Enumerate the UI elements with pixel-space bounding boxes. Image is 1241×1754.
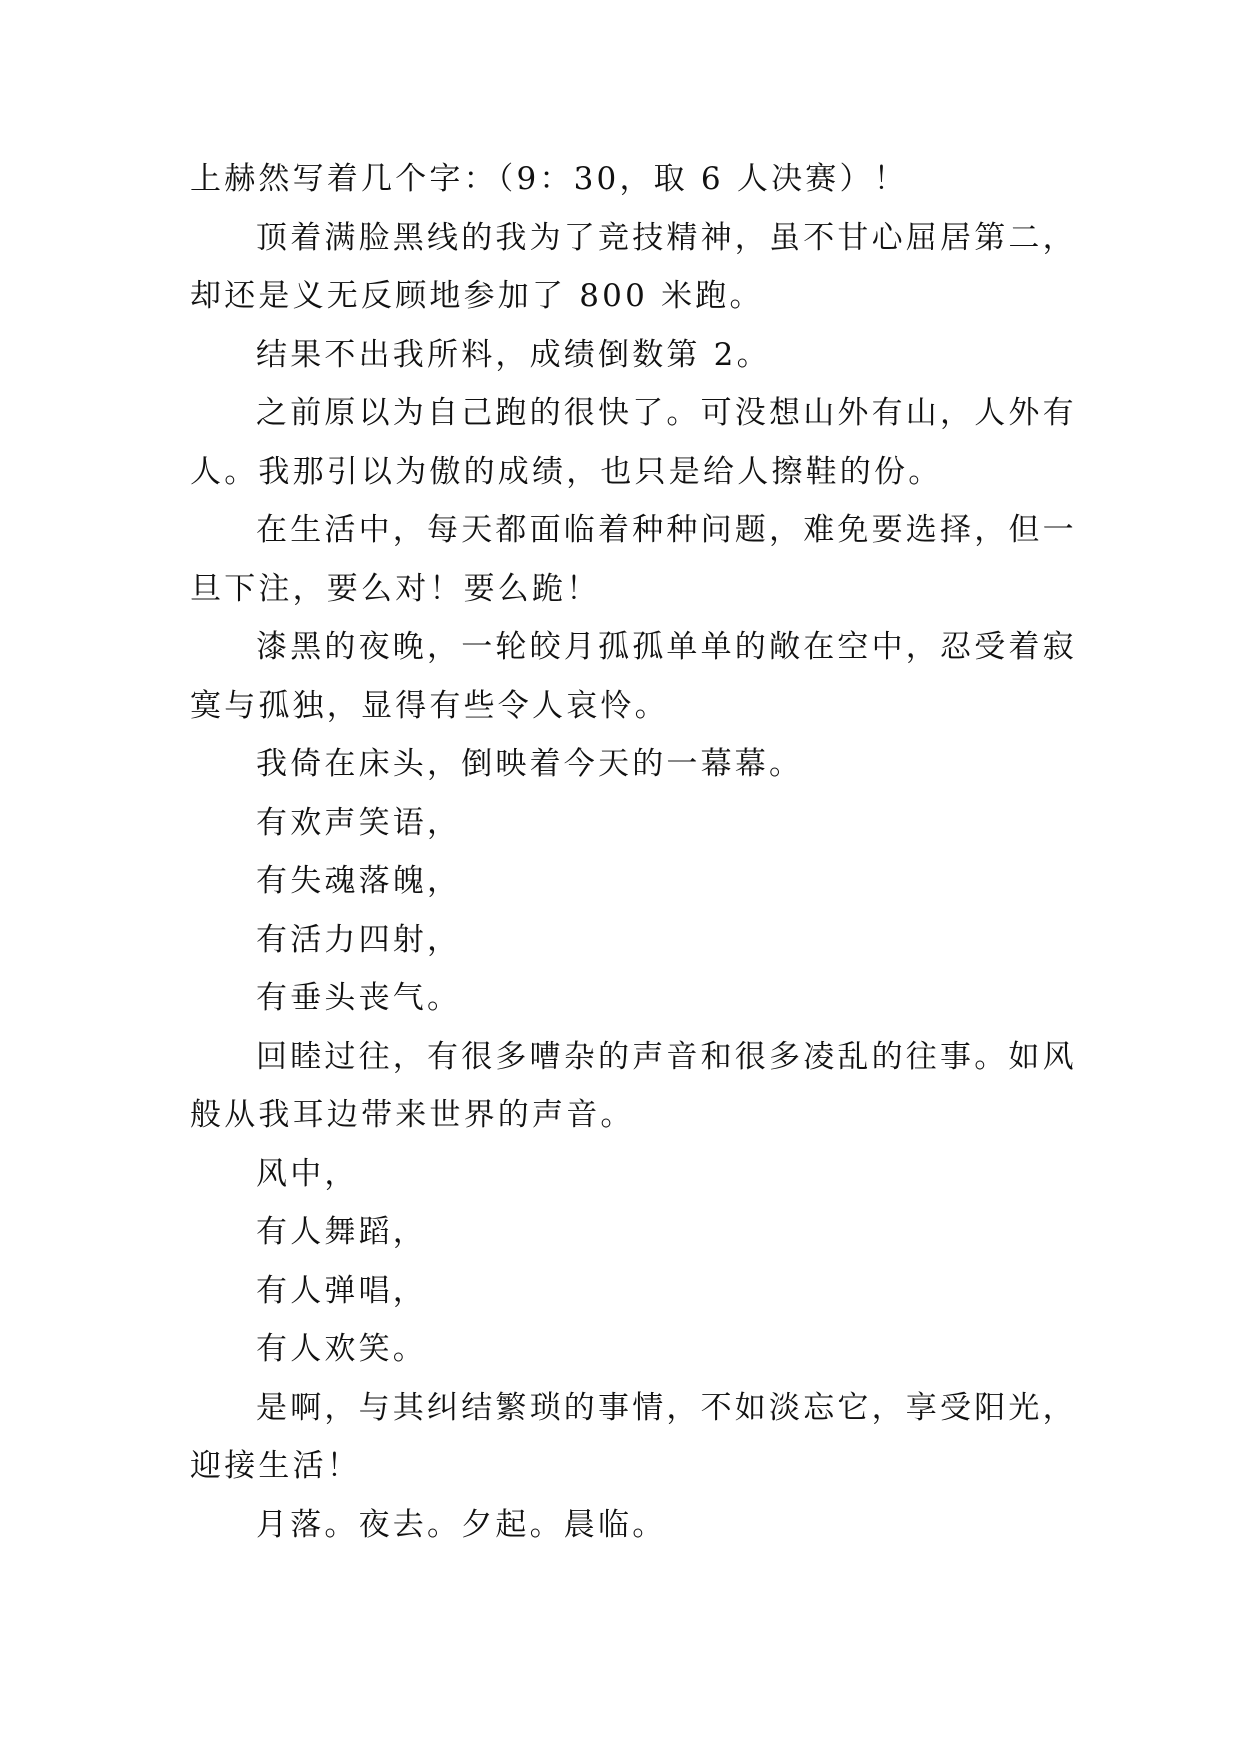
text-line: 旦下注，要么对！要么跪！: [190, 570, 601, 607]
text-line: 在生活中，每天都面临着种种问题，难免要选择，但一: [256, 512, 1077, 548]
text-line: 有活力四射，: [256, 921, 462, 958]
text-line: 顶着满脸黑线的我为了竞技精神，虽不甘心屈居第二，: [256, 219, 1077, 256]
text-line: 风中，: [256, 1155, 359, 1192]
text-line: 之前原以为自己跑的很快了。可没想山外有山，人外有: [256, 395, 1077, 431]
text-line: 寞与孤独，显得有些令人哀怜。: [190, 687, 669, 724]
text-line: 回睦过往，有很多嘈杂的声音和很多凌乱的往事。如风: [256, 1038, 1077, 1075]
text-line: 人。我那引以为傲的成绩，也只是给人擦鞋的份。: [190, 453, 943, 490]
text-line: 结果不出我所料，成绩倒数第 2。: [256, 336, 771, 373]
text-line: 漆黑的夜晚，一轮皎月孤孤单单的敞在空中，忍受着寂: [256, 629, 1077, 665]
text-line: 上赫然写着几个字：（9：30，取 6 人决赛）！: [190, 161, 908, 197]
text-line: 月落。夜去。夕起。晨临。: [256, 1506, 667, 1543]
text-line: 有人舞蹈，: [256, 1214, 427, 1250]
text-line: 迎接生活！: [190, 1448, 361, 1484]
text-line: 有人欢笑。: [256, 1331, 427, 1367]
body-text: [190, 150, 1077, 1554]
text-line: 是啊，与其纠结繁琐的事情，不如淡忘它，享受阳光，: [256, 1389, 1077, 1426]
text-line: 有垂头丧气。: [256, 980, 462, 1016]
text-line: 却还是义无反顾地参加了 800 米跑。: [190, 278, 764, 314]
text-line: 有失魂落魄，: [256, 863, 462, 899]
text-line: 般从我耳边带来世界的声音。: [190, 1097, 635, 1133]
text-line: 我倚在床头，倒映着今天的一幕幕。: [256, 746, 804, 782]
text-line: 有欢声笑语，: [256, 804, 462, 841]
text-line: 有人弹唱，: [256, 1272, 427, 1309]
